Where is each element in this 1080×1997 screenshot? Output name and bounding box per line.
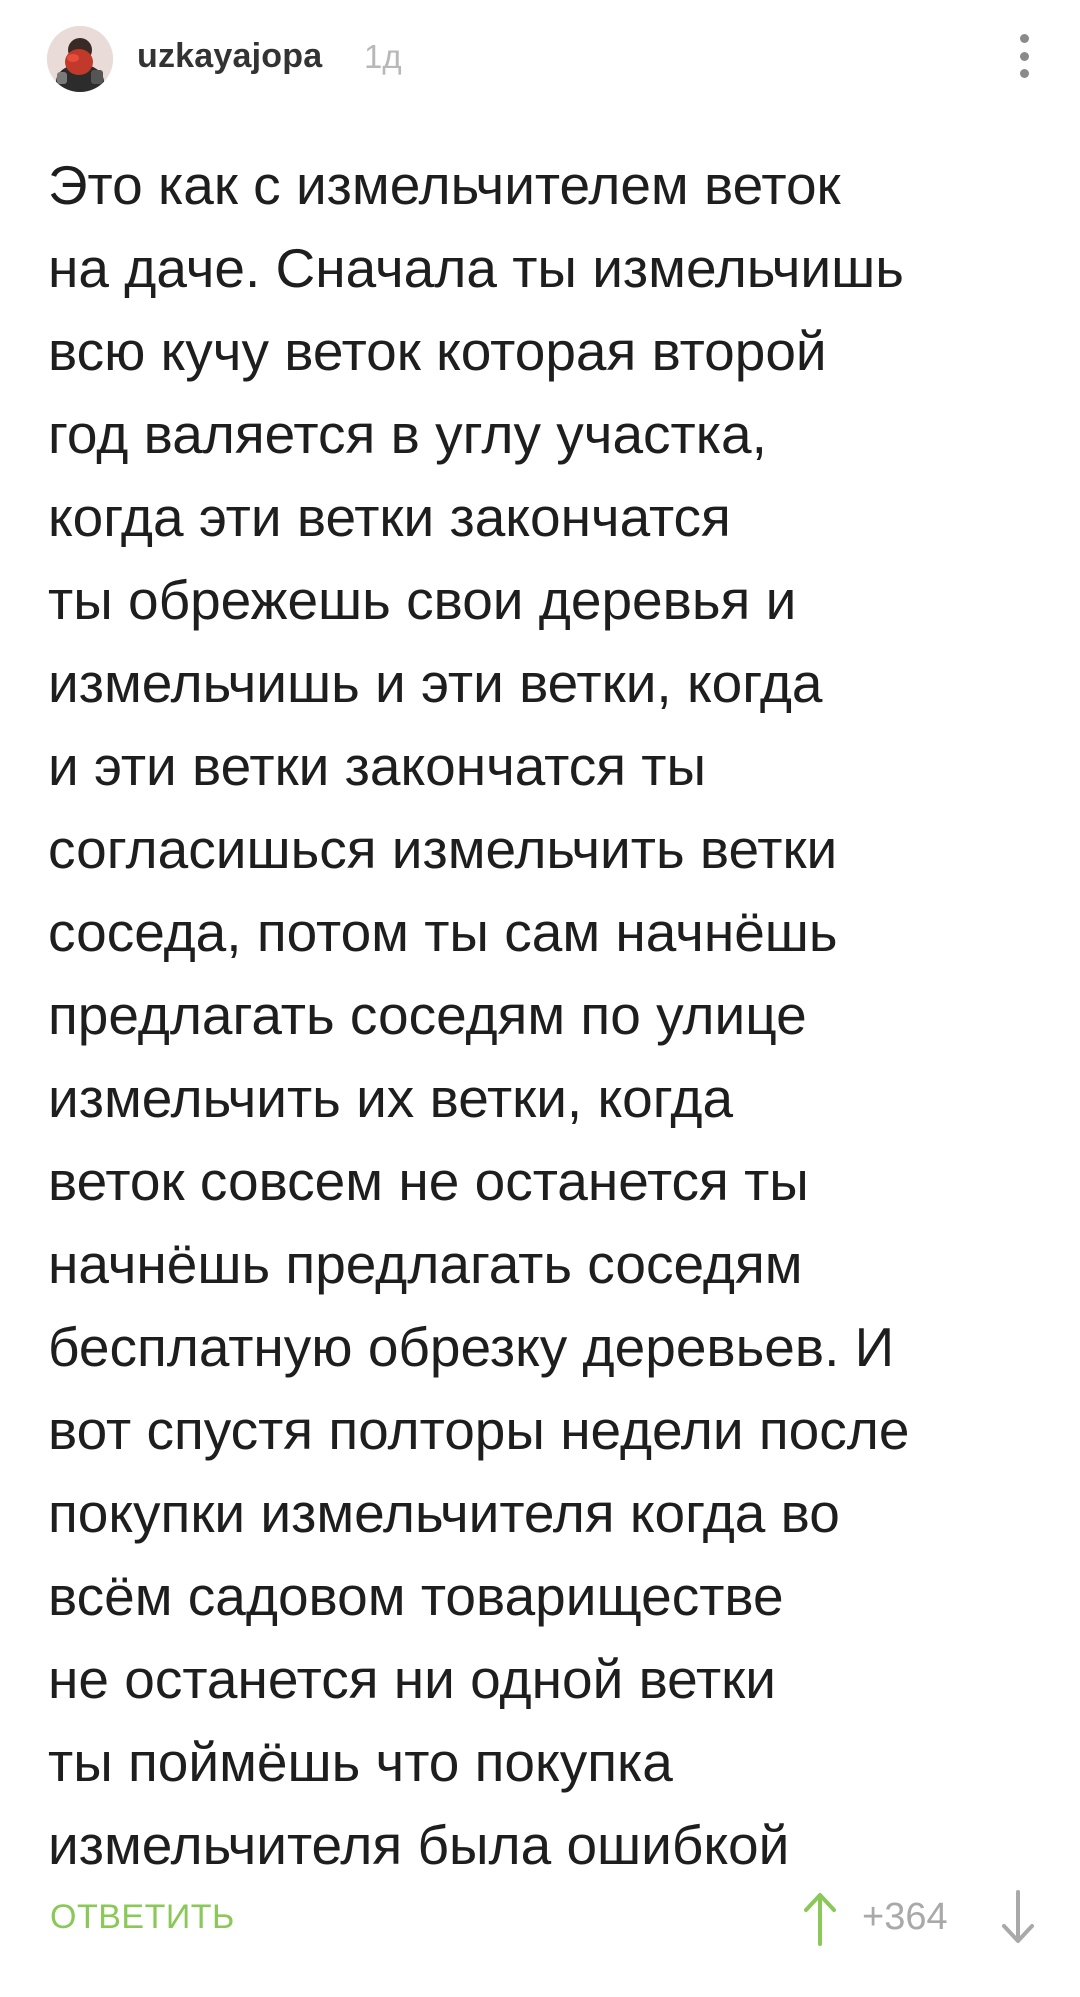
comment-line: вот спустя полторы недели после	[48, 1399, 910, 1461]
comment-time: 1д	[364, 38, 402, 75]
menu-dot	[1020, 69, 1029, 78]
arrow-down-icon[interactable]	[998, 1888, 1038, 1948]
comment-line: измельчишь и эти ветки, когда	[48, 652, 823, 714]
comment-body	[48, 144, 1038, 1887]
comment-line: на даче. Сначала ты измельчишь	[48, 237, 904, 299]
comment-line: предлагать соседям по улице	[48, 984, 807, 1046]
comment-line: измельчить их ветки, когда	[48, 1067, 734, 1129]
comment-line: когда эти ветки закончатся	[48, 486, 731, 548]
comment-actions	[0, 1880, 1080, 1950]
comment-line: измельчителя была ошибкой	[48, 1814, 790, 1876]
comment-line: год валяется в углу участка,	[48, 403, 767, 465]
comment-line: бесплатную обрезку деревьев. И	[48, 1316, 895, 1378]
comment-line: покупки измельчителя когда во	[48, 1482, 840, 1544]
comment-line: не останется ни одной ветки	[48, 1648, 776, 1710]
author-name[interactable]: uzkayajopa	[137, 37, 323, 75]
menu-dot	[1020, 52, 1029, 61]
rating-value: +364	[862, 1896, 948, 1938]
reply-button[interactable]: ОТВЕТИТЬ	[50, 1898, 235, 1936]
more-vertical-icon[interactable]	[1006, 30, 1042, 82]
comment-line: всю кучу веток которая второй	[48, 320, 827, 382]
comment-line: согласишься измельчить ветки	[48, 818, 838, 880]
comment-line: веток совсем не останется ты	[48, 1150, 809, 1212]
comment-header	[0, 0, 1080, 115]
avatar[interactable]	[47, 26, 113, 92]
comment-line: и эти ветки закончатся ты	[48, 735, 707, 797]
arrow-up-icon[interactable]	[800, 1888, 840, 1948]
menu-dot	[1020, 34, 1029, 43]
comment-line: соседа, потом ты сам начнёшь	[48, 901, 838, 963]
comment-line: Это как с измельчителем веток	[48, 154, 841, 216]
comment-line: начнёшь предлагать соседям	[48, 1233, 803, 1295]
comment-line: ты поймёшь что покупка	[48, 1731, 673, 1793]
comment-line: ты обрежешь свои деревья и	[48, 569, 797, 631]
comment-line: всём садовом товариществе	[48, 1565, 784, 1627]
